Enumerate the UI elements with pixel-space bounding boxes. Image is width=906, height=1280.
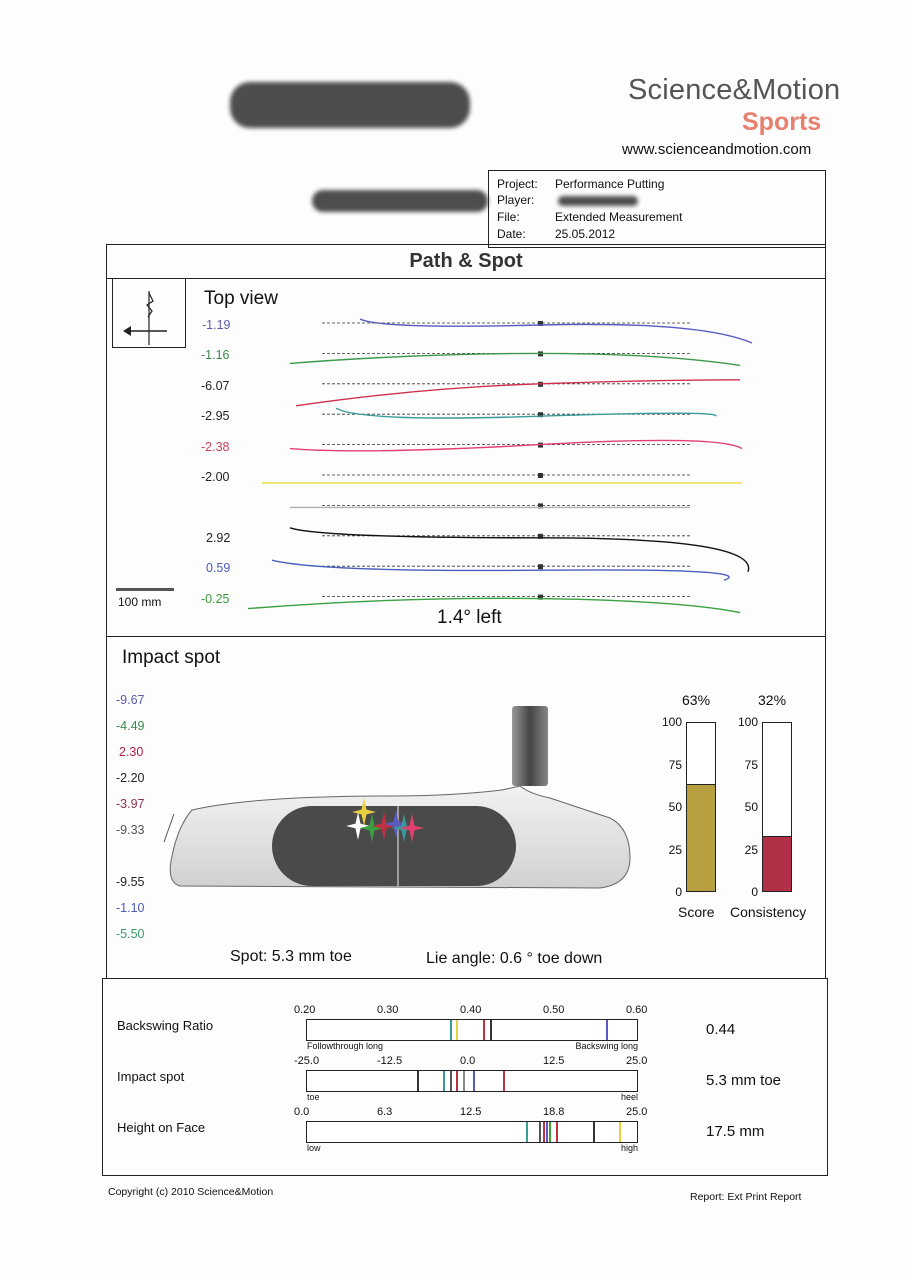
brand-sub: Sports bbox=[742, 108, 822, 136]
metric-label: Impact spot bbox=[117, 1069, 185, 1084]
metric-tick: 0.0 bbox=[460, 1055, 476, 1067]
metric-high-label: high bbox=[620, 1143, 638, 1153]
metric-mark bbox=[619, 1122, 621, 1142]
impact-value: -1.10 bbox=[116, 901, 145, 915]
metric-mark bbox=[549, 1122, 551, 1142]
gauge-tick: 50 bbox=[744, 800, 758, 814]
metric-mark bbox=[490, 1020, 492, 1040]
metric-mark bbox=[546, 1122, 548, 1142]
impact-value: -5.50 bbox=[116, 927, 145, 941]
metric-bar bbox=[306, 1121, 638, 1143]
impact-value: -9.55 bbox=[116, 875, 145, 889]
top-view-value: -6.07 bbox=[201, 378, 230, 393]
metric-mark bbox=[456, 1020, 458, 1040]
top-view-title: Top view bbox=[204, 288, 278, 309]
metric-tick: 0.30 bbox=[377, 1004, 399, 1016]
date-value: 25.05.2012 bbox=[555, 227, 616, 241]
metric-bar bbox=[306, 1070, 638, 1092]
metric-mark bbox=[556, 1122, 558, 1142]
metric-low-label: low bbox=[307, 1143, 321, 1153]
gauge-fill bbox=[763, 836, 791, 891]
gauge-tick: 25 bbox=[668, 842, 682, 857]
metric-mark bbox=[473, 1071, 475, 1091]
metric-high-label: Backswing long bbox=[575, 1041, 638, 1051]
top-view-value: -2.00 bbox=[201, 470, 230, 484]
metric-tick: 0.50 bbox=[543, 1004, 565, 1016]
metric-value: 5.3 mm toe bbox=[706, 1072, 782, 1089]
metric-mark bbox=[543, 1122, 545, 1142]
spot-caption: Spot: 5.3 mm toe bbox=[230, 948, 352, 965]
gauge-tick: 0 bbox=[751, 885, 758, 899]
gauge-tick: 50 bbox=[668, 800, 682, 814]
scale-label: 100 mm bbox=[118, 595, 162, 609]
gauge-tick: 25 bbox=[744, 842, 758, 857]
metric-tick: 0.40 bbox=[460, 1004, 482, 1016]
metric-value: 17.5 mm bbox=[706, 1123, 765, 1140]
direction-caption: 1.4° left bbox=[437, 607, 502, 628]
metric-bar bbox=[306, 1019, 638, 1041]
metric-tick: 12.5 bbox=[460, 1106, 482, 1118]
metric-low-label: Followthrough long bbox=[307, 1041, 384, 1051]
player-label: Player: bbox=[497, 193, 535, 207]
metric-tick: 0.20 bbox=[294, 1004, 316, 1016]
metric-mark bbox=[450, 1020, 452, 1040]
metric-high-label: heel bbox=[620, 1092, 638, 1102]
top-view-value: -1.16 bbox=[201, 348, 230, 363]
gauge-percent: 32% bbox=[758, 692, 787, 708]
lie-caption: Lie angle: 0.6 ° toe down bbox=[426, 950, 603, 967]
metric-mark bbox=[606, 1020, 608, 1040]
metric-tick: 18.8 bbox=[543, 1106, 565, 1118]
impact-value: -2.20 bbox=[116, 771, 145, 785]
impact-title: Impact spot bbox=[122, 647, 221, 668]
metric-mark bbox=[417, 1071, 419, 1091]
gauge-tick: 75 bbox=[744, 757, 758, 772]
metric-tick: -25.0 bbox=[294, 1055, 320, 1067]
project-label: Project: bbox=[497, 177, 538, 191]
gauge-label: Consistency bbox=[730, 904, 807, 920]
gauge-tick: 100 bbox=[661, 715, 682, 729]
impact-value: -4.49 bbox=[116, 719, 145, 733]
report-name: Report: Ext Print Report bbox=[690, 1191, 802, 1203]
top-view-value: -2.95 bbox=[201, 409, 230, 424]
project-value: Performance Putting bbox=[555, 177, 665, 191]
brand-name: Science&Motion bbox=[628, 74, 841, 106]
metric-mark bbox=[463, 1071, 465, 1091]
metric-tick: 6.3 bbox=[377, 1106, 393, 1118]
metric-mark bbox=[539, 1122, 541, 1142]
metric-mark bbox=[450, 1071, 452, 1091]
file-label: File: bbox=[497, 210, 520, 224]
gauge-label: Score bbox=[678, 904, 715, 920]
metric-mark bbox=[483, 1020, 485, 1040]
top-view-value: -2.38 bbox=[201, 439, 230, 454]
file-value: Extended Measurement bbox=[555, 210, 683, 224]
top-view-value: 0.59 bbox=[206, 561, 231, 576]
impact-value: -9.33 bbox=[116, 823, 145, 837]
metric-mark bbox=[443, 1071, 445, 1091]
gauge-tick: 0 bbox=[675, 885, 682, 899]
metric-low-label: toe bbox=[307, 1092, 320, 1102]
gauge-percent: 63% bbox=[682, 692, 711, 708]
metric-mark bbox=[503, 1071, 505, 1091]
impact-star-icon bbox=[346, 812, 370, 840]
metric-mark bbox=[593, 1122, 595, 1142]
metric-tick: 25.0 bbox=[626, 1055, 648, 1067]
gauge-fill bbox=[687, 784, 715, 891]
impact-value: -3.97 bbox=[116, 797, 145, 811]
metric-tick: 25.0 bbox=[626, 1106, 648, 1118]
metric-value: 0.44 bbox=[706, 1021, 736, 1038]
metric-tick: 0.60 bbox=[626, 1004, 648, 1016]
top-view-value: -1.19 bbox=[202, 318, 231, 332]
metric-tick: 12.5 bbox=[543, 1055, 565, 1067]
brand-url[interactable]: www.scienceandmotion.com bbox=[622, 141, 812, 158]
metric-tick: 0.0 bbox=[294, 1106, 310, 1118]
metric-tick: -12.5 bbox=[377, 1055, 403, 1067]
impact-value: 2.30 bbox=[119, 745, 144, 759]
copyright: Copyright (c) 2010 Science&Motion bbox=[108, 1186, 274, 1198]
gauge-bar bbox=[686, 722, 716, 892]
gauge-bar bbox=[762, 722, 792, 892]
metric-mark bbox=[456, 1071, 458, 1091]
metric-label: Backswing Ratio bbox=[117, 1018, 214, 1033]
impact-value: -9.67 bbox=[116, 693, 145, 707]
metric-mark bbox=[526, 1122, 528, 1142]
top-view-value: 2.92 bbox=[206, 530, 231, 545]
gauge-tick: 75 bbox=[668, 757, 682, 772]
top-view-value: -0.25 bbox=[201, 591, 230, 606]
date-label: Date: bbox=[497, 227, 526, 241]
metric-label: Height on Face bbox=[117, 1120, 206, 1135]
section-title: Path & Spot bbox=[409, 250, 523, 272]
gauge-tick: 100 bbox=[737, 715, 758, 729]
